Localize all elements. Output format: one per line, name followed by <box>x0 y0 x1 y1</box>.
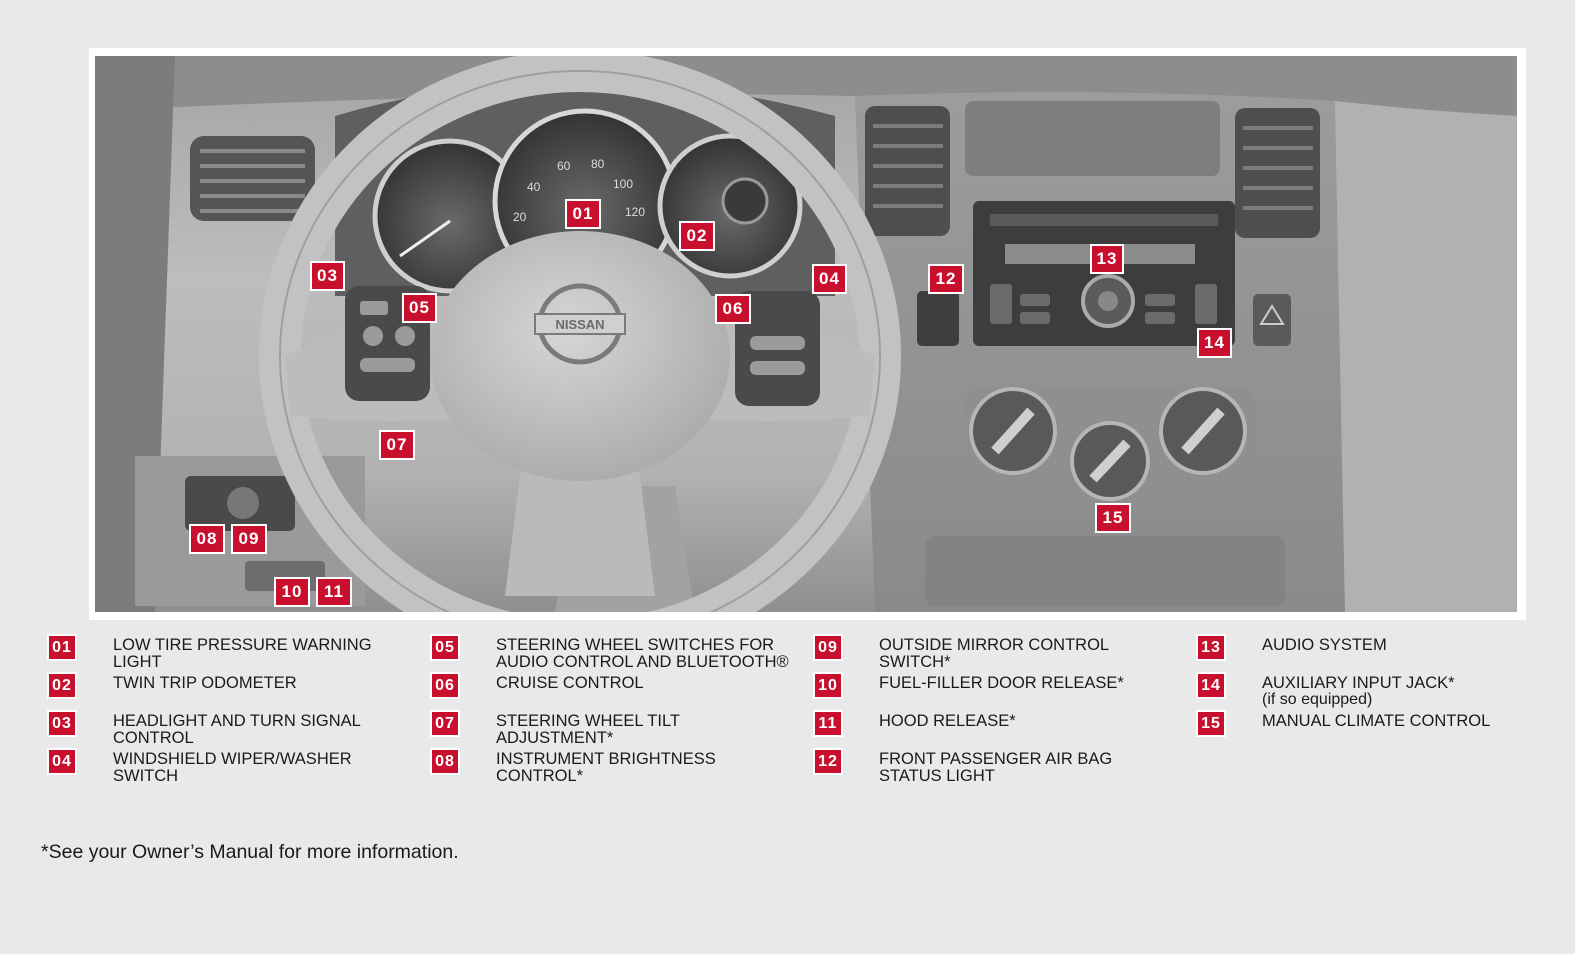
legend-label <box>1262 675 1562 708</box>
legend-label-note: (if so equipped) <box>1262 691 1373 708</box>
center-left-vent <box>865 106 950 236</box>
legend-label: WINDSHIELD WIPER/WASHER SWITCH <box>113 750 352 785</box>
mirror-knob-icon <box>227 487 259 519</box>
legend-badge: 15 <box>1196 710 1226 737</box>
passenger-dash <box>1335 101 1517 612</box>
center-right-vent <box>1235 108 1320 238</box>
legend-badge: 04 <box>47 748 77 775</box>
legend-label: TWIN TRIP ODOMETER <box>113 674 297 692</box>
legend-badge: 02 <box>47 672 77 699</box>
legend-label: STEERING WHEEL TILT ADJUSTMENT* <box>496 712 680 747</box>
legend-badge: 09 <box>813 634 843 661</box>
callout-04: 04 <box>812 264 847 294</box>
legend-label: CRUISE CONTROL <box>496 674 644 692</box>
legend-badge: 10 <box>813 672 843 699</box>
dashboard-photo-frame <box>89 48 1526 620</box>
callout-10: 10 <box>274 577 310 607</box>
airbag-status-panel <box>917 291 959 346</box>
legend-label: STEERING WHEEL SWITCHES FOR AUDIO CONTROL AND BLUETOOTH® <box>496 636 789 671</box>
callout-15: 15 <box>1095 503 1131 533</box>
legend-badge: 11 <box>813 710 843 737</box>
nissan-logo-text: NISSAN <box>555 317 605 332</box>
legend-label-text: AUXILIARY INPUT JACK* <box>1262 674 1455 692</box>
legend-label: FUEL-FILLER DOOR RELEASE* <box>879 674 1124 692</box>
speedo-tick: 120 <box>625 205 646 219</box>
legend-label: INSTRUMENT BRIGHTNESS CONTROL* <box>496 750 716 785</box>
legend-badge: 07 <box>430 710 460 737</box>
center-stack <box>855 92 1345 612</box>
callout-13: 13 <box>1090 244 1124 274</box>
legend-badge: 12 <box>813 748 843 775</box>
callout-03: 03 <box>310 261 345 291</box>
dashboard-photo <box>95 56 1517 612</box>
legend-badge: 06 <box>430 672 460 699</box>
legend-label: AUDIO SYSTEM <box>1262 636 1387 654</box>
callout-14: 14 <box>1197 328 1232 358</box>
speedo-tick: 60 <box>557 159 571 173</box>
callout-12: 12 <box>928 264 964 294</box>
callout-01: 01 <box>565 199 601 229</box>
speedo-tick: 80 <box>591 157 605 171</box>
legend-label: LOW TIRE PRESSURE WARNING LIGHT <box>113 636 372 671</box>
legend-badge: 14 <box>1196 672 1226 699</box>
legend-badge: 08 <box>430 748 460 775</box>
legend-label: HOOD RELEASE* <box>879 712 1016 730</box>
legend-badge: 01 <box>47 634 77 661</box>
climate-panel <box>965 386 1255 511</box>
airbag-hub <box>430 231 730 481</box>
callout-08: 08 <box>189 524 225 554</box>
legend-badge: 03 <box>47 710 77 737</box>
callout-02: 02 <box>679 221 715 251</box>
hazard-switch <box>1253 294 1291 346</box>
storage-bin <box>965 101 1220 176</box>
lower-console <box>925 536 1285 606</box>
legend-label: OUTSIDE MIRROR CONTROL SWITCH* <box>879 636 1109 671</box>
speedo-tick: 20 <box>513 210 527 224</box>
legend-badge: 05 <box>430 634 460 661</box>
callout-11: 11 <box>316 577 352 607</box>
footnote: *See your Owner’s Manual for more information. <box>41 841 459 863</box>
callout-06: 06 <box>715 294 751 324</box>
legend-label: MANUAL CLIMATE CONTROL <box>1262 712 1491 730</box>
legend-badge: 13 <box>1196 634 1226 661</box>
callout-09: 09 <box>231 524 267 554</box>
dashboard-illustration <box>95 56 1517 612</box>
callout-05: 05 <box>402 293 437 323</box>
legend-label: FRONT PASSENGER AIR BAG STATUS LIGHT <box>879 750 1113 785</box>
legend-label: HEADLIGHT AND TURN SIGNAL CONTROL <box>113 712 361 747</box>
callout-07: 07 <box>379 430 415 460</box>
left-air-vent <box>190 136 315 221</box>
speedo-tick: 100 <box>613 177 634 191</box>
speedo-tick: 40 <box>527 180 541 194</box>
